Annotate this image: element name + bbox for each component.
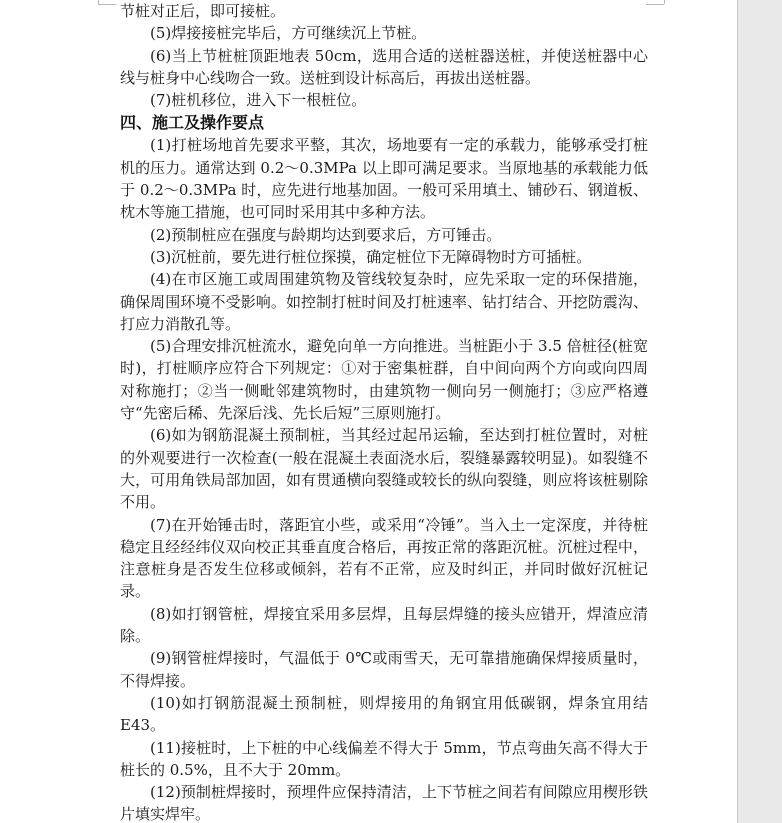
paragraph-point-1: (1)打桩场地首先要求平整，其次，场地要有一定的承载力，能够承受打桩机的压力。通常达到 0.2～0.3MPa 以上即可满足要求。当原地基的承载能力低于 0.2～0.3MPa 时，应先进行地基加固。一般可采用填土、铺砂石、钢道板、枕木等施工措施，也可同时采用其中多种方法。	[120, 136, 648, 222]
paragraph-point-12: (12)预制桩焊接时，预埋件应保持清洁，上下节桩之间若有间隙应用楔形铁片填实焊牢。	[120, 783, 648, 823]
page-corner-mark-left-h	[98, 4, 116, 5]
paragraph-point-4: (4)在市区施工或周围建筑物及管线较复杂时，应先采取一定的环保措施，确保周围环境不受影响。如控制打桩时间及打桩速率、钻打结合、开挖防震沟、打应力消散孔等。	[120, 270, 648, 333]
page-corner-mark-right	[664, 0, 665, 4]
paragraph-point-3: (3)沉桩前，要先进行桩位探摸，确定桩位下无障碍物时方可插桩。	[150, 247, 592, 266]
paragraph-step-6: (6)当上节桩桩顶距地表 50cm，选用合适的送桩器送桩，并使送桩器中心线与桩身中心线吻合一致。送桩到设计标高后，再拔出送桩器。	[120, 46, 648, 87]
paragraph-point-6: (6)如为钢筋混凝土预制桩，当其经过起吊运输，至达到打桩位置时，对桩的外观要进行一次检查(一般在混凝土表面浇水后，裂缝暴露较明显)。如裂缝不大，可用角铁局部加固，如有贯通横向裂缝或较长的纵向裂缝，则应将该桩剔除不用。	[120, 426, 648, 512]
paragraph-point-5: (5)合理安排沉桩流水，避免向单一方向推进。当桩距小于 3.5 倍桩径(桩宽时)，打桩顺序应符合下列规定：①对于密集桩群，自中间向两个方向或向四周对称施打；②当一侧毗邻建筑物时，由建筑物一侧向另一侧施打；③应严格遵守“先密后稀、先深后浅、先长后短”三原则施打。	[120, 337, 648, 423]
paragraph-continuation: 节桩对正后，即可接桩。	[120, 2, 286, 20]
paragraph-step-5: (5)焊接接桩完毕后，方可继续沉上节桩。	[150, 24, 427, 43]
page-corner-mark-right-h	[646, 4, 664, 5]
paragraph-point-10: (10)如打钢筋混凝土预制桩，则焊接用的角钢宜用低碳钢，焊条宜用结 E43。	[120, 693, 648, 735]
paragraph-point-9: (9)钢管桩焊接时，气温低于 0℃或雨雪天，无可靠措施确保焊接质量时，不得焊接。	[120, 649, 648, 690]
paragraph-step-7: (7)桩机移位，进入下一根桩位。	[150, 91, 367, 110]
document-background-margin	[742, 0, 782, 823]
document-body	[120, 0, 648, 823]
paragraph-point-2: (2)预制桩应在强度与龄期均达到要求后，方可锤击。	[150, 225, 502, 244]
paragraph-point-7: (7)在开始锤击时，落距宜小些，或采用“冷锤”。当入土一定深度，并待桩稳定且经经纬仪双向校正其垂直度合格后，再按正常的落距沉桩。沉桩过程中，注意桩身是否发生位移或倾斜，若有不正常，应及时纠正，并同时做好沉桩记录。	[120, 515, 648, 601]
paragraph-point-8: (8)如打钢管桩，焊接宜采用多层焊，且每层焊缝的接头应错开，焊渣应清除。	[120, 604, 648, 646]
section-heading: 四、施工及操作要点	[120, 113, 265, 133]
paragraph-point-11: (11)接桩时，上下桩的中心线偏差不得大于 5mm，节点弯曲矢高不得大于桩长的 0.5%，且不大于 20mm。	[120, 738, 648, 779]
